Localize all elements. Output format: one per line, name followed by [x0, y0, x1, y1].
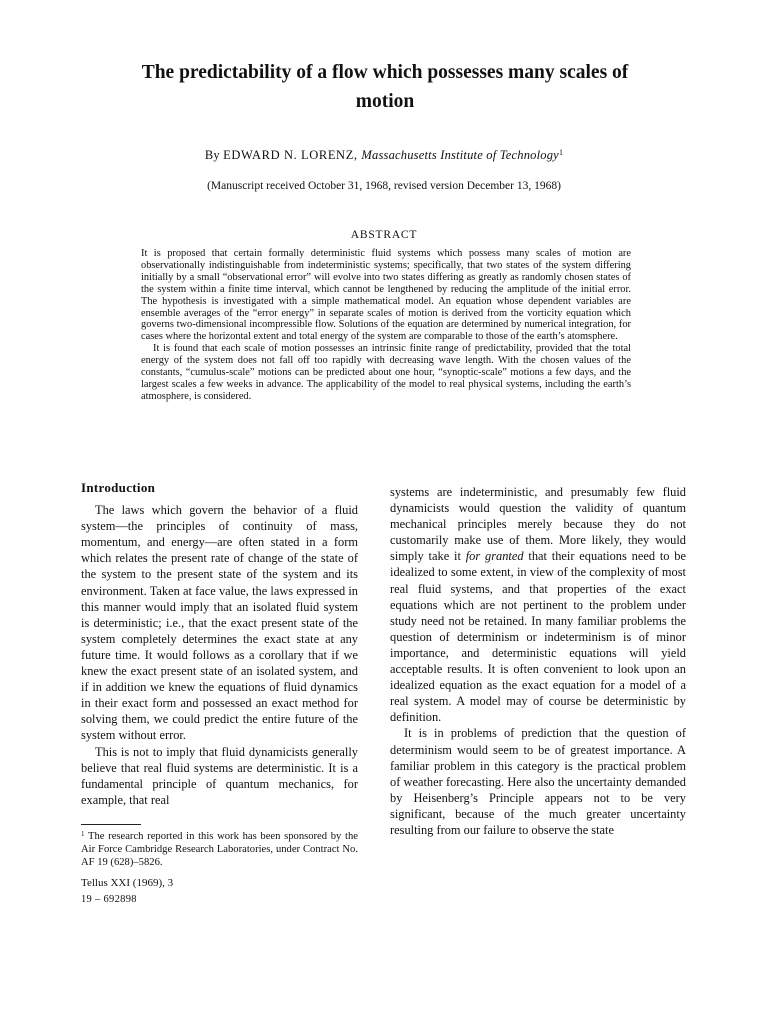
footnote-text: The research reported in this work has been sponsored by the Air Force Cambridge Research Laboratories, under Contract No. AF 19 (628)–5826. — [81, 831, 358, 868]
journal-reference: Tellus XXI (1969), 3 — [81, 877, 174, 889]
byline-footnote-mark: 1 — [558, 148, 564, 157]
body-text: systems are indeterministic, and presumably few fluid dynamicists would question the validity of quantum mechanical principles merely because they do not customarily make use of them. More likely, they would simply take it — [390, 485, 686, 564]
byline — [100, 148, 668, 163]
body-text-italic: for granted — [465, 549, 524, 564]
abstract-heading: ABSTRACT — [350, 229, 418, 241]
body-paragraph — [390, 484, 686, 725]
manuscript-received: (Manuscript received October 31, 1968, revised version December 13, 1968) — [207, 180, 561, 192]
abstract-paragraph: It is proposed that certain formally deterministic fluid systems which possess many scales of motion are observationally indistinguishable from indeterministic systems; specifically, that two states of the system differing initially by a small “observational error” will evolve into two states differing as greatly as randomly chosen states of the system within a finite time interval, which cannot be lengthened by reducing the amplitude of the initial error. The hypothesis is investigated with a simple mathematical model. An equation whose dependent variables are ensemble averages of the “error energy” in separate scales of motion is derived from the vorticity equation which governs two-dimensional incompressible flow. Solutions of the equation are determined by numerical integration, for cases where the horizontal extent and total energy of the system are comparable to those of the earth’s atomsphere. — [141, 248, 631, 343]
body-paragraph: This is not to imply that fluid dynamicists generally believe that real fluid systems are deterministic. It is a fundamental principle of quantum mechanics, for example, that real — [81, 744, 358, 807]
footnote — [81, 828, 358, 869]
byline-prefix: By — [204, 148, 224, 162]
serial-number: 19 – 692898 — [81, 894, 137, 905]
abstract-paragraph: It is found that each scale of motion possesses an intrinsic finite range of predictability, provided that the total energy of the system does not fall off too rapidly with decreasing wave length. With the chosen values of the constants, “cumulus-scale” motions can be predicted about one hour, “synoptic-scale” motions a few days, and the largest scales a few weeks in advance. The applicability of the model to real physical systems, including the earth’s atmosphere, is considered. — [141, 343, 631, 402]
footnote-mark: 1 — [81, 830, 85, 838]
body-paragraph: It is in problems of prediction that the question of determinism would seem to be of greatest importance. A familiar problem in this category is the practical problem of weather forecasting. Here also the uncertainty demanded by Heisenberg’s Principle appears not to be very significant, because of the much greater uncertainty resulting from our failure to observe the state — [390, 726, 686, 837]
abstract-body — [141, 248, 631, 403]
footnote-divider — [81, 824, 141, 825]
body-text: that their equations need to be idealized to some extent, in view of the complexity of most real fluid systems, and that properties of the exact equations which are not pertinent to the problem under study need not be retained. In many familiar problems the question of determinism or indeterminism is of minor importance, and deterministic equations will yield acceptable results. It is often convenient to look upon an idealized equation as the exact equation for a model of a real system. A model may of course be deterministic by definition. — [390, 549, 686, 725]
author-institution: Massachusetts Institute of Technology — [361, 148, 559, 162]
author-name: EDWARD N. LORENZ, — [223, 148, 362, 162]
paper-title: The predictability of a flow which possesses many scales of motion — [141, 62, 629, 112]
right-column — [390, 484, 686, 838]
left-column — [81, 480, 358, 808]
section-heading-introduction: Introduction — [81, 480, 156, 495]
body-paragraph: The laws which govern the behavior of a fluid system—the principles of continuity of mass, momentum, and energy—are often stated in a form which relates the present rate of change of the state of the system to the present state of the system and its environment. Taken at face value, the laws expressed in this manner would imply that an isolated fluid system is deterministic; i.e., that the exact present state of the system completely determines the exact state at any future time. It would follows as a corollary that if we knew the exact present state of an isolated system, and if in addition we knew the equations of fluid dynamics in their exact form and possessed an exact method for solving them, we could predict the entire future of the system without error. — [81, 503, 358, 743]
